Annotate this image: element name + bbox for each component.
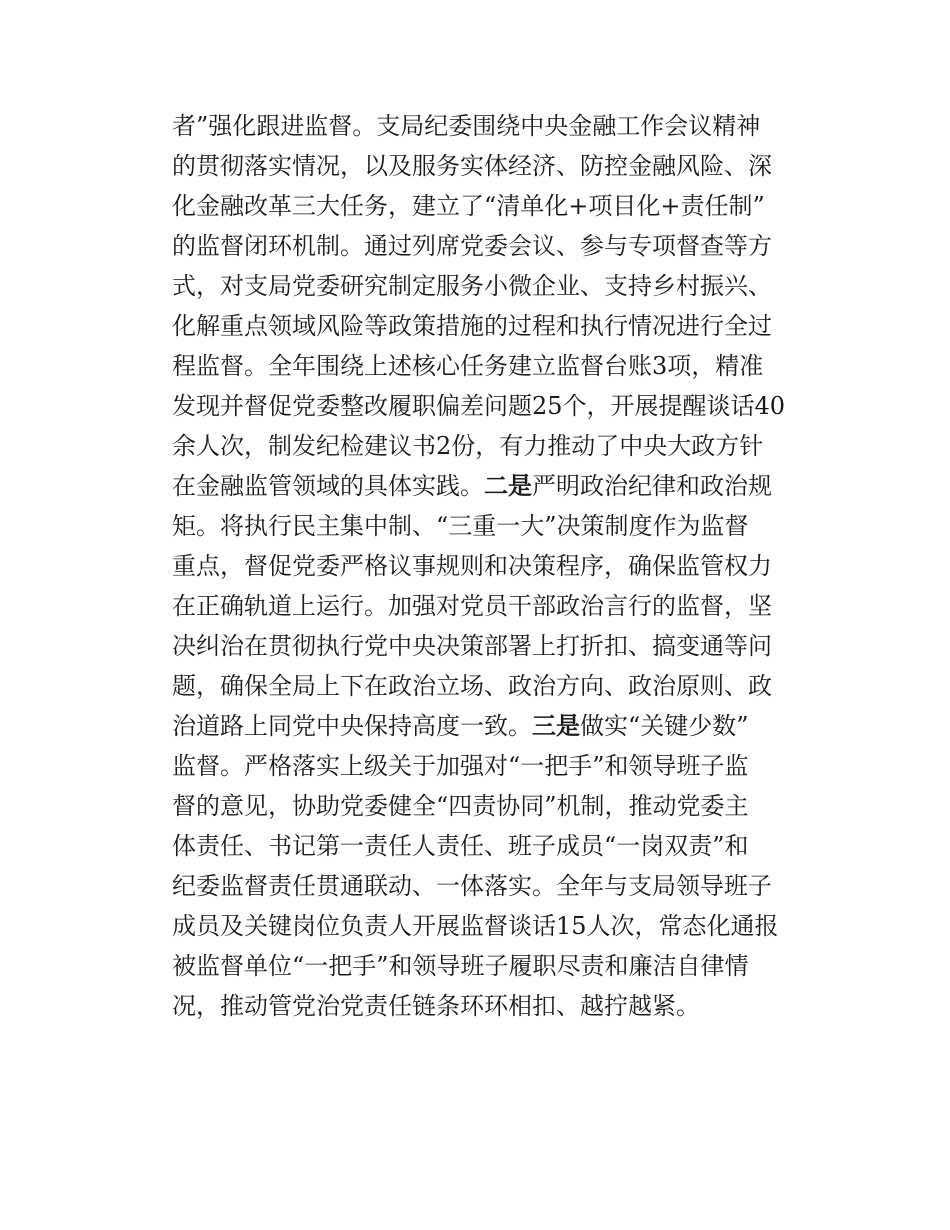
text-line: 余人次，制发纪检建议书2份，有力推动了中央大政方针 [172,432,764,460]
text-line: 在正确轨道上运行。加强对党员干部政治言行的监督，坚 [172,592,772,620]
text-line: 纪委监督责任贯通联动、一体落实。全年与支局领导班子 [172,872,772,900]
text-line: 况，推动管党治党责任链条环环相扣、越拧越紧。 [172,992,700,1020]
text-line [172,466,812,506]
text-line: 化金融改革三大任务，建立了“清单化+项目化+责任制” [172,192,765,220]
text-line: 重点，督促党委严格议事规则和决策程序，确保监管权力 [172,552,772,580]
text-line: 式，对支局党委研究制定服务小微企业、支持乡村振兴、 [172,272,772,300]
bold-marker-third: 三是 [532,712,580,740]
text-line: 题，确保全局上下在政治立场、政治方向、政治原则、政 [172,672,772,700]
bold-marker-second: 二是 [484,472,532,500]
text-line: 体责任、书记第一责任人责任、班子成员“一岗双责”和 [172,832,749,860]
text-line: 的监督闭环机制。通过列席党委会议、参与专项督查等方 [172,232,772,260]
text-line: 决纠治在贯彻执行党中央决策部署上打折扣、搞变通等问 [172,632,772,660]
text-run: 在金融监管领域的具体实践。 [172,472,484,500]
text-line: 化解重点领域风险等政策措施的过程和执行情况进行全过 [172,312,772,340]
text-line: 矩。将执行民主集中制、“三重一大”决策制度作为监督 [172,512,749,540]
text-line: 者”强化跟进监督。支局纪委围绕中央金融工作会议精神 [172,112,761,140]
text-line: 程监督。全年围绕上述核心任务建立监督台账3项，精准 [172,352,764,380]
text-line: 发现并督促党委整改履职偏差问题25个，开展提醒谈话40 [172,392,786,420]
text-line: 的贯彻落实情况，以及服务实体经济、防控金融风险、深 [172,152,772,180]
text-line: 督的意见，协助党委健全“四责协同”机制，推动党委主 [172,792,749,820]
text-line: 成员及关键岗位负责人开展监督谈话15人次，常态化通报 [172,912,779,940]
text-run: 治道路上同党中央保持高度一致。 [172,712,532,740]
body-paragraph [172,106,812,1026]
text-line: 被监督单位“一把手”和领导班子履职尽责和廉洁自律情 [172,952,749,980]
text-line [172,706,812,746]
text-run: 做实“关键少数” [580,712,749,740]
text-line: 监督。严格落实上级关于加强对“一把手”和领导班子监 [172,752,749,780]
text-run: 严明政治纪律和政治规 [532,472,772,500]
